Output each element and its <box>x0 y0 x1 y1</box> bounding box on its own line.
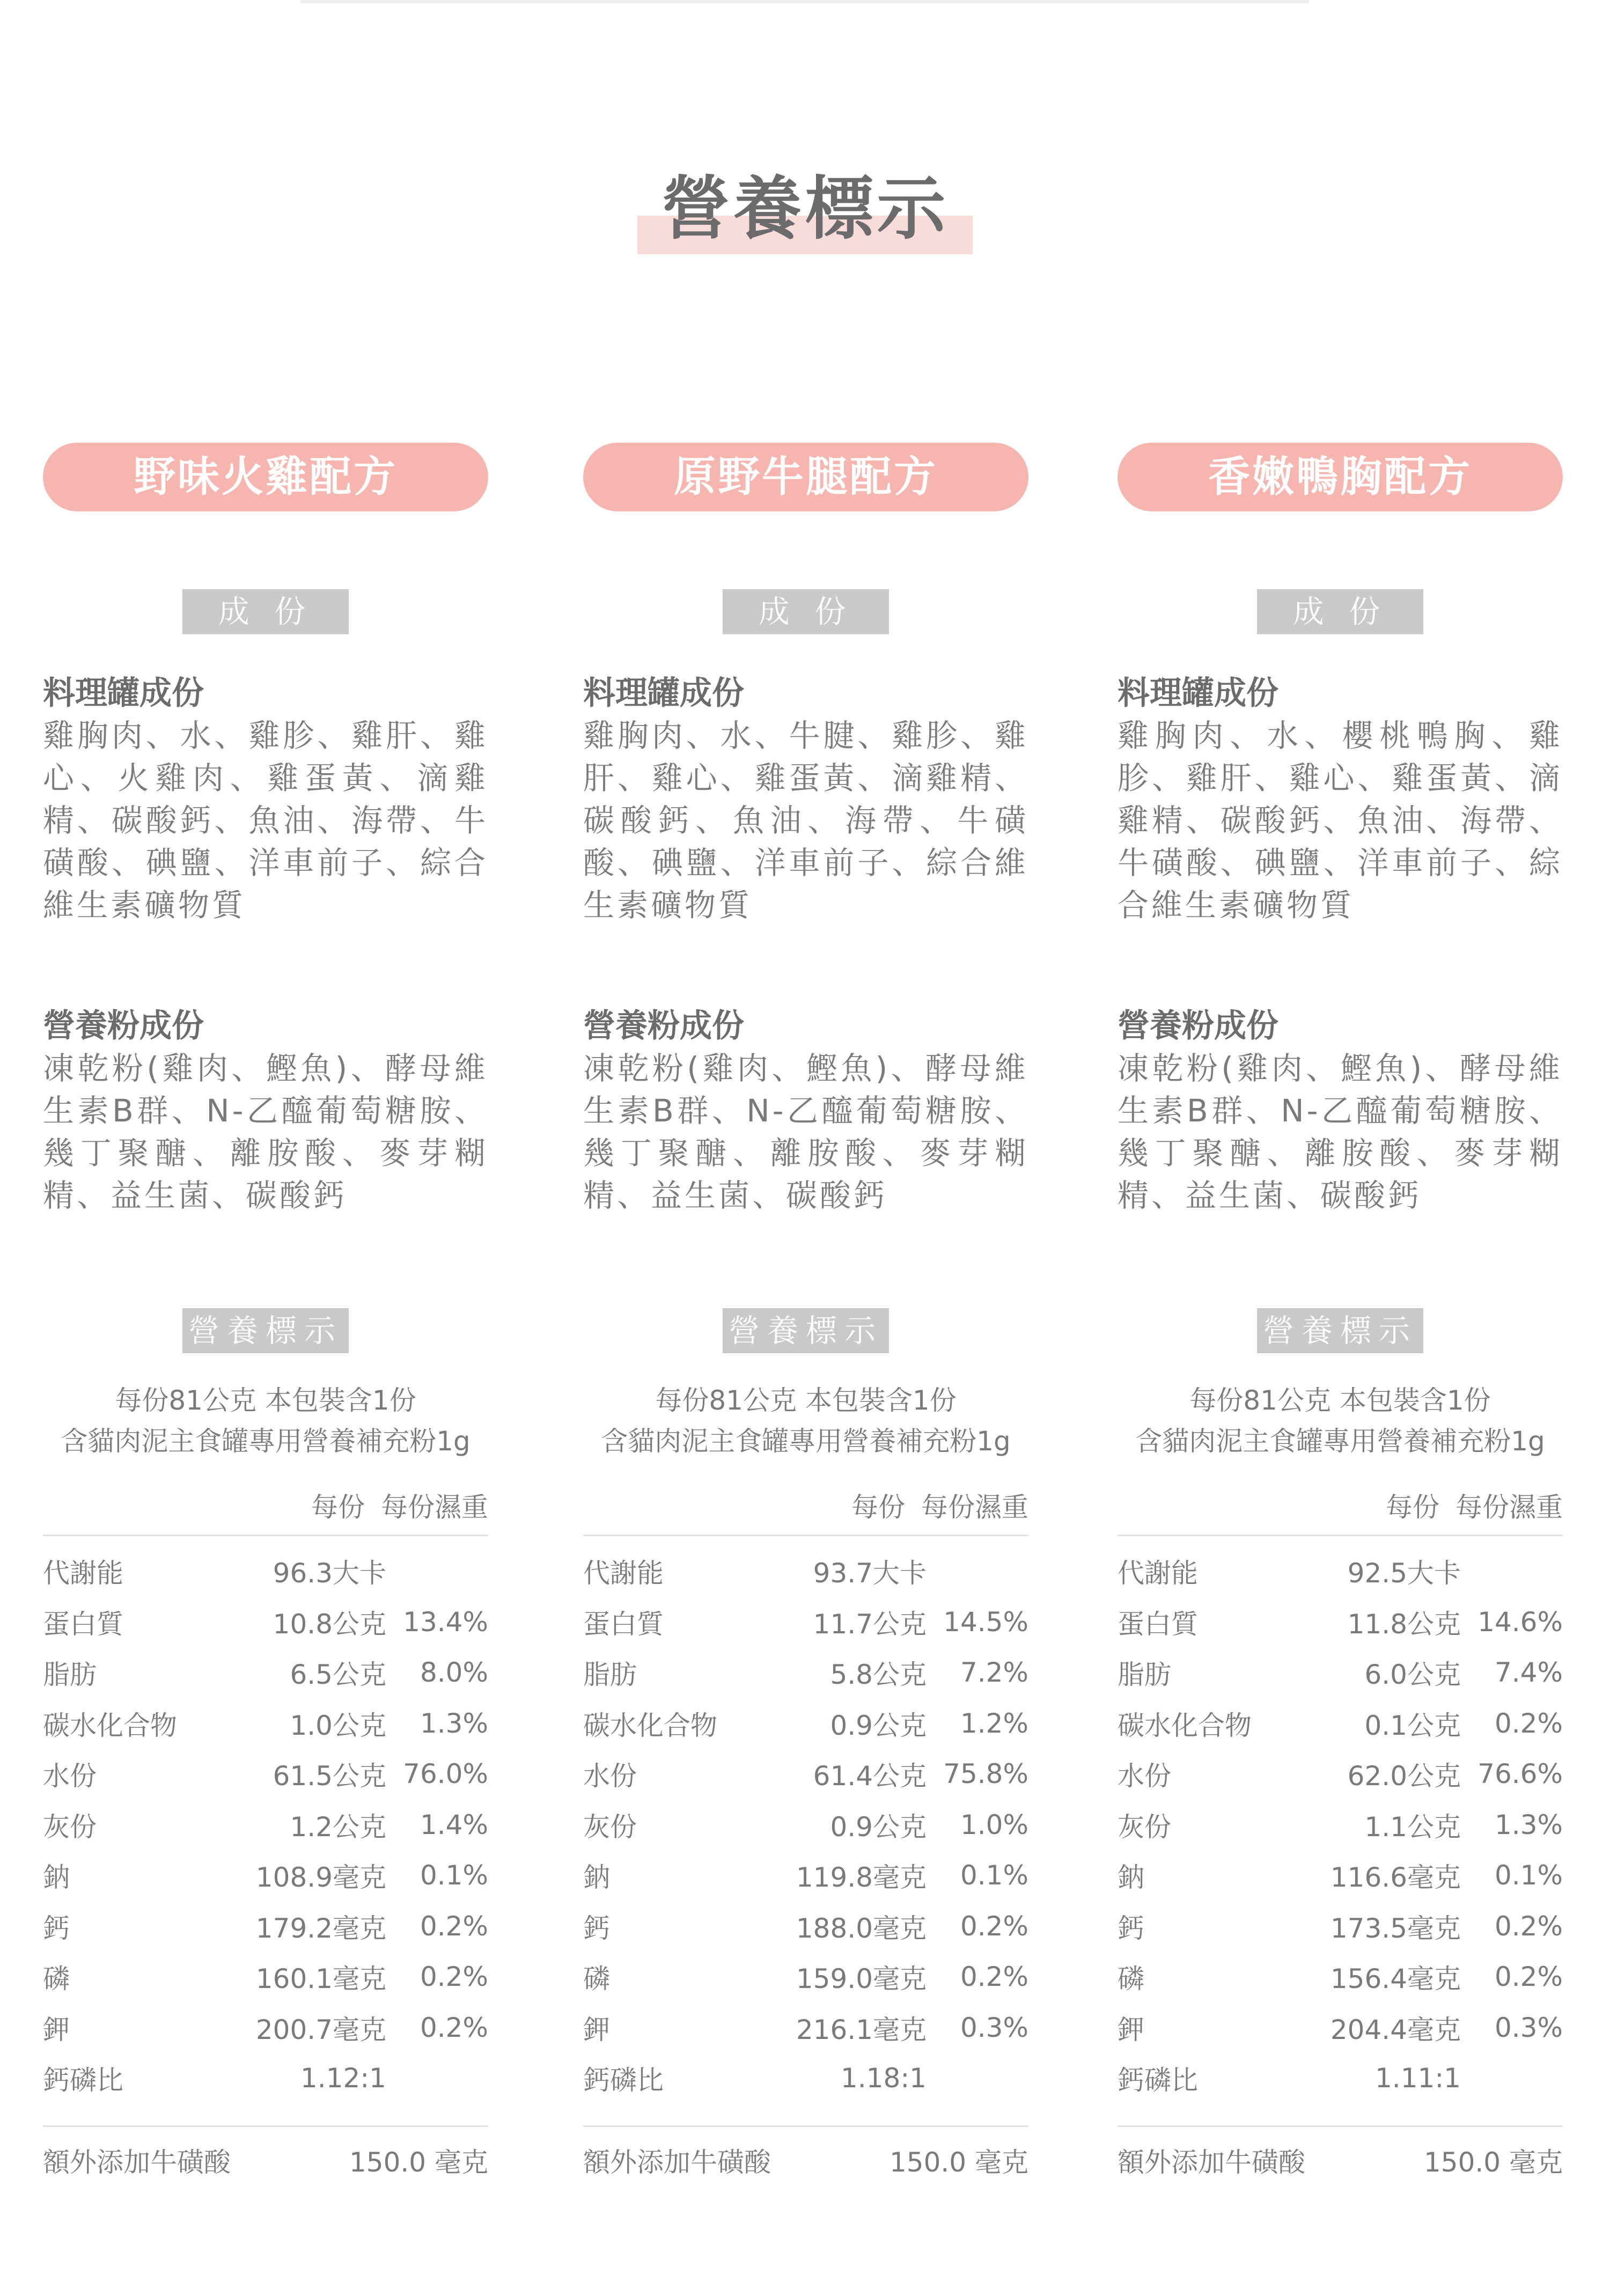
nutrient-value: 61.5公克 <box>273 1760 386 1792</box>
can-ingredients-text: 雞胸肉、水、牛腱、雞胗、雞肝、雞心、雞蛋黃、滴雞精、碳酸鈣、魚油、海帶、牛磺酸、碘鹽、洋車前子、綜合維生素礦物質 <box>583 717 1028 923</box>
recipe-name-pill: 原野牛腿配方 <box>583 443 1028 511</box>
nutrient-name: 代謝能 <box>43 1558 123 1589</box>
serving-line-2: 含貓肉泥主食罐專用營養補充粉1g <box>1135 1426 1545 1457</box>
nutrition-row <box>1118 1546 1563 1597</box>
serving-line-2: 含貓肉泥主食罐專用營養補充粉1g <box>61 1426 470 1457</box>
nutrient-value: 179.2毫克 <box>255 1912 386 1944</box>
header-per-serving: 每份 <box>1386 1492 1439 1523</box>
nutrition-row <box>43 1698 488 1749</box>
nutrient-name: 水份 <box>43 1760 97 1792</box>
nutrient-value: 0.9公克 <box>830 1811 927 1843</box>
can-ingredients-text: 雞胸肉、水、雞胗、雞肝、雞心、火雞肉、雞蛋黃、滴雞精、碳酸鈣、魚油、海帶、牛磺酸、碘鹽、洋車前子、綜合維生素礦物質 <box>43 717 488 923</box>
nutrition-row <box>43 1901 488 1952</box>
nutrient-percent: 7.2% <box>960 1657 1028 1689</box>
extra-taurine-value: 150.0 毫克 <box>1423 2146 1563 2178</box>
recipe-column-turkey <box>43 443 488 2184</box>
nutrient-value: 11.8公克 <box>1347 1608 1461 1640</box>
nutrition-row <box>583 1597 1028 1648</box>
nutrient-name: 代謝能 <box>583 1558 664 1589</box>
nutrient-percent: 0.2% <box>960 1910 1028 1942</box>
nutrient-name: 碳水化合物 <box>43 1710 177 1741</box>
nutrition-row <box>1118 1800 1563 1851</box>
nutrient-name: 鈣磷比 <box>1118 2065 1198 2096</box>
extra-taurine-label: 額外添加牛磺酸 <box>583 2146 771 2178</box>
nutrient-percent: 0.2% <box>1494 1707 1563 1739</box>
nutrient-percent: 0.2% <box>420 2012 488 2043</box>
nutrient-percent: 0.2% <box>960 1961 1028 1993</box>
nutrient-name: 代謝能 <box>1118 1558 1198 1589</box>
nutrient-percent: 1.3% <box>420 1707 488 1739</box>
nutrition-row <box>583 1698 1028 1749</box>
nutrition-row <box>43 1850 488 1901</box>
nutrient-name: 磷 <box>583 1963 610 1995</box>
recipe-column-beef <box>583 443 1028 2184</box>
nutrition-label: 營養標示 <box>182 1308 349 1353</box>
nutrition-row <box>1118 1901 1563 1952</box>
nutrient-name: 鈉 <box>583 1862 610 1894</box>
nutrient-percent: 14.5% <box>943 1606 1028 1638</box>
nutrition-row <box>1118 1749 1563 1800</box>
extra-taurine-row <box>1118 2125 1563 2184</box>
powder-ingredients-text: 凍乾粉(雞肉、鰹魚)、酵母維生素B群、N-乙醯葡萄糖胺、幾丁聚醣、離胺酸、麥芽糊精、益生菌、碳酸鈣 <box>1118 1050 1563 1214</box>
serving-line-1: 每份81公克 本包裝含1份 <box>1189 1385 1491 1416</box>
serving-info <box>583 1380 1028 1462</box>
nutrition-row <box>43 1749 488 1800</box>
nutrient-value: 116.6毫克 <box>1330 1862 1461 1894</box>
top-divider <box>300 0 1309 3</box>
nutrient-percent: 1.0% <box>960 1809 1028 1840</box>
nutrient-name: 水份 <box>583 1760 637 1792</box>
header-per-serving: 每份 <box>311 1492 365 1523</box>
nutrient-value: 5.8公克 <box>830 1659 927 1691</box>
nutrient-value: 1.12:1 <box>300 2063 386 2094</box>
powder-ingredients-heading: 營養粉成份 <box>43 1007 204 1045</box>
nutrient-value: 0.9公克 <box>830 1710 927 1741</box>
nutrition-table <box>1118 1546 1563 2104</box>
nutrition-row <box>1118 2053 1563 2104</box>
nutrient-name: 脂肪 <box>1118 1659 1171 1691</box>
header-per-serving: 每份 <box>851 1492 905 1523</box>
nutrient-percent: 8.0% <box>420 1657 488 1689</box>
nutrient-value: 188.0毫克 <box>796 1912 927 1944</box>
nutrient-name: 碳水化合物 <box>1118 1710 1252 1741</box>
nutrition-row <box>43 1647 488 1698</box>
nutrient-name: 磷 <box>1118 1963 1144 1995</box>
header-wet-weight: 每份濕重 <box>1455 1492 1563 1523</box>
nutrient-name: 灰份 <box>583 1811 637 1843</box>
nutrition-row <box>1118 1647 1563 1698</box>
header-wet-weight: 每份濕重 <box>921 1492 1028 1523</box>
nutrient-value: 204.4毫克 <box>1330 2014 1461 2045</box>
powder-ingredients-heading: 營養粉成份 <box>1118 1007 1278 1045</box>
nutrition-row <box>1118 1597 1563 1648</box>
nutrient-percent: 76.6% <box>1477 1758 1563 1790</box>
nutrition-row <box>583 1647 1028 1698</box>
can-ingredients-text: 雞胸肉、水、櫻桃鴨胸、雞胗、雞肝、雞心、雞蛋黃、滴雞精、碳酸鈣、魚油、海帶、牛磺酸、碘鹽、洋車前子、綜合維生素礦物質 <box>1118 717 1563 923</box>
nutrient-value: 216.1毫克 <box>796 2014 927 2045</box>
serving-info <box>1118 1380 1563 1462</box>
serving-line-2: 含貓肉泥主食罐專用營養補充粉1g <box>601 1426 1011 1457</box>
nutrient-percent: 76.0% <box>403 1758 488 1790</box>
nutrient-value: 160.1毫克 <box>255 1963 386 1995</box>
nutrient-value: 6.0公克 <box>1364 1659 1461 1691</box>
nutrient-value: 10.8公克 <box>273 1608 386 1640</box>
nutrient-name: 磷 <box>43 1963 70 1995</box>
nutrient-name: 鈣 <box>1118 1912 1144 1944</box>
nutrient-name: 鈣磷比 <box>43 2065 123 2096</box>
page-header <box>0 166 1610 252</box>
recipe-name-pill: 香嫩鴨胸配方 <box>1118 443 1563 511</box>
nutrition-row <box>583 1901 1028 1952</box>
serving-line-1: 每份81公克 本包裝含1份 <box>115 1385 416 1416</box>
ingredients-label: 成 份 <box>182 589 349 634</box>
nutrient-value: 92.5大卡 <box>1347 1558 1461 1589</box>
recipe-name-pill: 野味火雞配方 <box>43 443 488 511</box>
nutrient-name: 碳水化合物 <box>583 1710 717 1741</box>
nutrient-percent: 75.8% <box>943 1758 1028 1790</box>
nutrition-table-header <box>1118 1488 1563 1536</box>
nutrition-row <box>43 1800 488 1851</box>
nutrient-percent: 13.4% <box>403 1606 488 1638</box>
nutrient-value: 159.0毫克 <box>796 1963 927 1995</box>
page-title: 營養標示 <box>661 169 949 249</box>
nutrient-percent: 0.2% <box>420 1961 488 1993</box>
nutrient-value: 6.5公克 <box>290 1659 386 1691</box>
nutrient-value: 1.18:1 <box>841 2063 927 2094</box>
nutrient-value: 1.0公克 <box>290 1710 386 1741</box>
nutrition-table-header <box>43 1488 488 1536</box>
nutrient-value: 11.7公克 <box>813 1608 927 1640</box>
extra-taurine-label: 額外添加牛磺酸 <box>43 2146 231 2178</box>
extra-taurine-value: 150.0 毫克 <box>889 2146 1028 2178</box>
nutrient-percent: 0.1% <box>960 1860 1028 1891</box>
nutrition-row <box>1118 2002 1563 2053</box>
nutrient-percent: 1.4% <box>420 1809 488 1840</box>
powder-ingredients-text: 凍乾粉(雞肉、鰹魚)、酵母維生素B群、N-乙醯葡萄糖胺、幾丁聚醣、離胺酸、麥芽糊精、益生菌、碳酸鈣 <box>583 1050 1028 1214</box>
ingredients-label: 成 份 <box>723 589 889 634</box>
nutrient-percent: 0.3% <box>1494 2012 1563 2043</box>
nutrition-row <box>583 1800 1028 1851</box>
nutrient-name: 蛋白質 <box>1118 1608 1198 1640</box>
nutrient-value: 61.4公克 <box>813 1760 927 1792</box>
nutrition-row <box>1118 1698 1563 1749</box>
nutrient-name: 蛋白質 <box>583 1608 664 1640</box>
nutrient-name: 鈣 <box>43 1912 70 1944</box>
nutrient-name: 鈉 <box>1118 1862 1144 1894</box>
nutrient-value: 173.5毫克 <box>1330 1912 1461 1944</box>
recipe-column-duck <box>1118 443 1563 2184</box>
nutrient-name: 鉀 <box>1118 2014 1144 2045</box>
powder-ingredients-heading: 營養粉成份 <box>583 1007 744 1045</box>
nutrient-percent: 0.1% <box>420 1860 488 1891</box>
nutrient-value: 1.1公克 <box>1364 1811 1461 1843</box>
nutrition-row <box>583 1546 1028 1597</box>
nutrition-row <box>583 2002 1028 2053</box>
nutrient-value: 200.7毫克 <box>255 2014 386 2045</box>
ingredients-label: 成 份 <box>1257 589 1423 634</box>
nutrition-row <box>1118 1850 1563 1901</box>
nutrient-value: 1.2公克 <box>290 1811 386 1843</box>
nutrition-row <box>43 1597 488 1648</box>
nutrition-label: 營養標示 <box>723 1308 889 1353</box>
nutrient-name: 灰份 <box>1118 1811 1171 1843</box>
nutrient-percent: 1.3% <box>1494 1809 1563 1840</box>
nutrition-table <box>583 1546 1028 2104</box>
nutrient-name: 灰份 <box>43 1811 97 1843</box>
nutrition-row <box>583 2053 1028 2104</box>
nutrient-percent: 0.2% <box>1494 1910 1563 1942</box>
extra-taurine-value: 150.0 毫克 <box>349 2146 488 2178</box>
nutrient-name: 蛋白質 <box>43 1608 123 1640</box>
nutrition-row <box>583 1952 1028 2002</box>
nutrient-value: 96.3大卡 <box>273 1558 386 1589</box>
nutrition-row <box>43 1952 488 2002</box>
nutrient-percent: 1.2% <box>960 1707 1028 1739</box>
nutrient-percent: 0.3% <box>960 2012 1028 2043</box>
extra-taurine-label: 額外添加牛磺酸 <box>1118 2146 1305 2178</box>
nutrient-name: 鉀 <box>583 2014 610 2045</box>
extra-taurine-row <box>43 2125 488 2184</box>
nutrient-value: 0.1公克 <box>1364 1710 1461 1741</box>
nutrient-value: 62.0公克 <box>1347 1760 1461 1792</box>
nutrition-row <box>583 1850 1028 1901</box>
can-ingredients-heading: 料理罐成份 <box>1118 674 1278 712</box>
nutrient-value: 1.11:1 <box>1375 2063 1461 2094</box>
nutrient-name: 鈉 <box>43 1862 70 1894</box>
nutrient-name: 脂肪 <box>583 1659 637 1691</box>
extra-taurine-row <box>583 2125 1028 2184</box>
nutrient-percent: 0.2% <box>420 1910 488 1942</box>
nutrition-row <box>43 2002 488 2053</box>
nutrient-name: 鈣 <box>583 1912 610 1944</box>
powder-ingredients-text: 凍乾粉(雞肉、鰹魚)、酵母維生素B群、N-乙醯葡萄糖胺、幾丁聚醣、離胺酸、麥芽糊精、益生菌、碳酸鈣 <box>43 1050 488 1214</box>
can-ingredients-heading: 料理罐成份 <box>583 674 744 712</box>
nutrient-value: 108.9毫克 <box>255 1862 386 1894</box>
nutrition-table-header <box>583 1488 1028 1536</box>
serving-info <box>43 1380 488 1462</box>
nutrient-value: 156.4毫克 <box>1330 1963 1461 1995</box>
nutrition-row <box>1118 1952 1563 2002</box>
nutrition-row <box>43 2053 488 2104</box>
nutrient-percent: 0.1% <box>1494 1860 1563 1891</box>
nutrient-value: 119.8毫克 <box>796 1862 927 1894</box>
nutrient-name: 脂肪 <box>43 1659 97 1691</box>
serving-line-1: 每份81公克 本包裝含1份 <box>655 1385 957 1416</box>
nutrient-percent: 7.4% <box>1494 1657 1563 1689</box>
nutrient-name: 水份 <box>1118 1760 1171 1792</box>
can-ingredients-heading: 料理罐成份 <box>43 674 204 712</box>
nutrition-table <box>43 1546 488 2104</box>
nutrient-name: 鉀 <box>43 2014 70 2045</box>
nutrition-label: 營養標示 <box>1257 1308 1423 1353</box>
nutrient-value: 93.7大卡 <box>813 1558 927 1589</box>
nutrition-row <box>583 1749 1028 1800</box>
nutrition-row <box>43 1546 488 1597</box>
nutrient-percent: 0.2% <box>1494 1961 1563 1993</box>
nutrient-name: 鈣磷比 <box>583 2065 664 2096</box>
nutrient-percent: 14.6% <box>1477 1606 1563 1638</box>
header-wet-weight: 每份濕重 <box>381 1492 488 1523</box>
